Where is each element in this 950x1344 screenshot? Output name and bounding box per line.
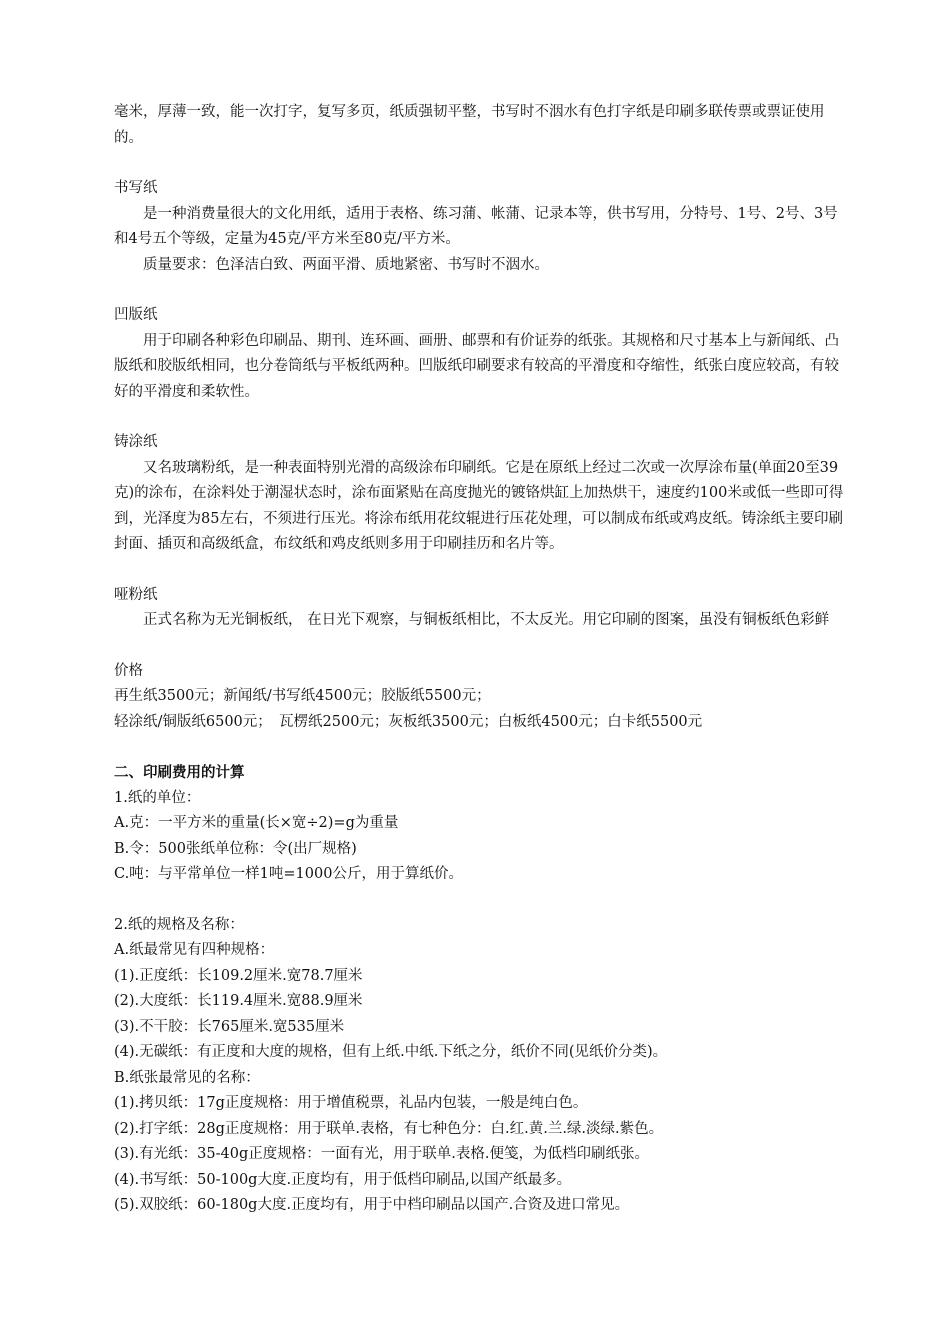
list-item: (1).拷贝纸：17g正度规格：用于增值税票，礼品内包装，一般是纯白色。 xyxy=(114,1095,588,1111)
list-item: (1).正度纸：长109.2厘米.宽78.7厘米 xyxy=(114,967,363,984)
list-item: (4).书写纸：50-100g大度.正度均有，用于低档印刷品,以国产纸最多。 xyxy=(114,1171,572,1188)
paragraph: 质量要求：色泽洁白致、两面平滑、质地紧密、书写时不洇水。 xyxy=(143,256,549,273)
intro-paragraph: 毫米，厚薄一致，能一次打字，复写多页，纸质强韧平整，书写时不洇水有色打字纸是印刷多联传票或票证使用的。 xyxy=(114,104,825,146)
specs-a-title: A.纸最常见有四种规格： xyxy=(114,942,275,958)
specs-b-title: B.纸张最常见的名称： xyxy=(114,1069,260,1086)
document-body xyxy=(114,100,844,1219)
list-item: (3).有光纸：35-40g正度规格：一面有光，用于联单.表格.便笺，为低档印刷纸张。 xyxy=(114,1146,649,1162)
list-item: (2).打字纸：28g正度规格：用于联单.表格，有七种色分：白.红.黄.兰.绿.淡绿.紫色。 xyxy=(114,1120,664,1137)
section-title-zhutu: 铸涂纸 xyxy=(114,434,158,450)
part2-heading: 二、印刷费用的计算 xyxy=(114,764,245,781)
paragraph: 用于印刷各种彩色印刷品、期刊、连环画、画册、邮票和有价证券的纸张。其规格和尺寸基本上与新闻纸、凸版纸和胶版纸相同，也分卷筒纸与平板纸两种。凹版纸印刷要求有较高的平滑度和夺缩性，纸张白度应较高，有较好的平滑度和柔软性。 xyxy=(114,332,839,400)
section-title-shuxie: 书写纸 xyxy=(114,180,158,196)
section-title-price: 价格 xyxy=(114,662,143,679)
list-item: B.令：500张纸单位称：令(出厂规格) xyxy=(114,840,357,857)
specs-title: 2.纸的规格及名称： xyxy=(114,916,244,933)
paragraph: 是一种消费量很大的文化用纸，适用于表格、练习蒲、帐蒲、记录本等，供书写用，分特号、1号、2号、3号和4号五个等级，定量为45克/平方米至80克/平方米。 xyxy=(114,205,838,247)
price-line: 再生纸3500元；新闻纸/书写纸4500元；胶版纸5500元； xyxy=(114,688,491,704)
list-item: (2).大度纸：长119.4厘米.宽88.9厘米 xyxy=(114,993,363,1009)
paragraph: 正式名称为无光铜板纸， 在日光下观察，与铜板纸相比，不太反光。用它印刷的图案，虽没有铜板纸色彩鲜 xyxy=(143,612,830,628)
list-item: (4).无碳纸：有正度和大度的规格，但有上纸.中纸.下纸之分，纸价不同(见纸价分类)。 xyxy=(114,1044,668,1060)
list-item: (5).双胶纸：60-180g大度.正度均有，用于中档印刷品以国产.合资及进口常见。 xyxy=(114,1197,630,1213)
list-item: (3).不干胶：长765厘米.宽535厘米 xyxy=(114,1018,345,1035)
paragraph: 又名玻璃粉纸，是一种表面特别光滑的高级涂布印刷纸。它是在原纸上经过二次或一次厚涂布量(单面20至39克)的涂布，在涂料处于潮湿状态时，涂布面紧贴在高度抛光的镀铬烘缸上加热烘干，速度约100米或低一些即可得到，光泽度为85左右，不须进行压光。将涂布纸用花纹辊进行压花处理，可以制成布纸或鸡皮纸。铸涂纸主要印刷封面、插页和高级纸盒，布纹纸和鸡皮纸则多用于印刷挂历和名片等。 xyxy=(114,459,844,552)
list-item: A.克：一平方米的重量(长×宽÷2)=g为重量 xyxy=(114,815,399,831)
list-item: C.吨：与平常单位一样1吨=1000公斤，用于算纸价。 xyxy=(114,866,463,882)
price-line: 轻涂纸/铜版纸6500元； 瓦楞纸2500元；灰板纸3500元；白板纸4500元；白卡纸5500元 xyxy=(114,713,703,730)
units-title: 1.纸的单位： xyxy=(114,789,201,806)
section-title-yafen: 哑粉纸 xyxy=(114,586,158,603)
section-title-aoban: 凹版纸 xyxy=(114,307,158,323)
